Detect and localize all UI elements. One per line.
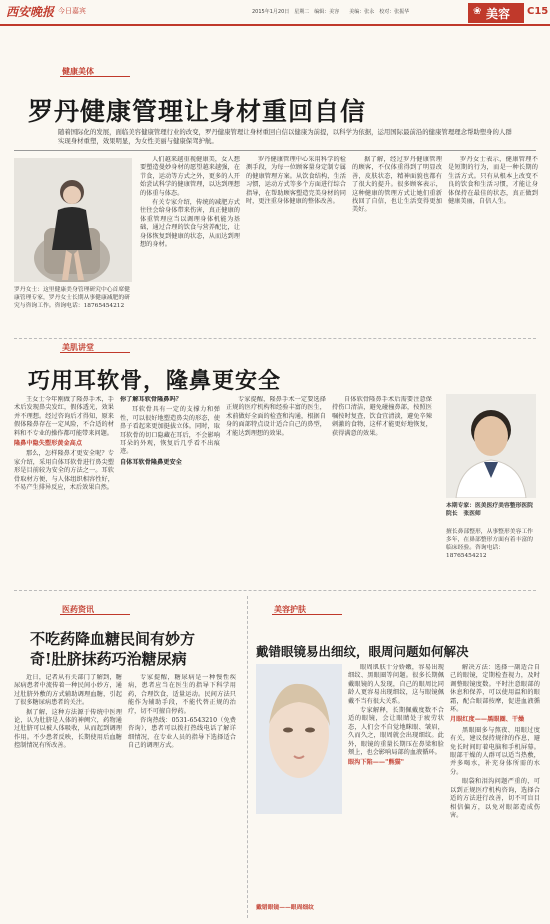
article-column-2	[246, 156, 346, 332]
column-rule	[60, 352, 130, 353]
photo-caption: 本期专家：医美医疗美容整形医院院长 张医师	[446, 503, 533, 517]
article-column-3	[226, 396, 326, 582]
article-title-line-1: 不吃药降血糖民间有妙方	[30, 630, 196, 648]
photo-caption: 戴错眼镜——眼周细纹	[256, 905, 314, 911]
column-label: 医药资讯	[62, 605, 94, 614]
flower-icon: ❀	[473, 6, 482, 17]
paragraph: 据了解，这种方法源于传统中医理论，认为肚脐是人体的神阙穴，药物通过肚脐可以被人体吸收，从而起到调理作用。不少患者反映，长期使用后血糖控制情况有所改善。	[14, 708, 122, 750]
article-column-1	[14, 674, 122, 916]
paragraph: 专家解释，长期佩戴度数不合适的眼镜，会让眼睛处于疲劳状态，人们会不自觉地眯眼、皱眉，久而久之，眼周就会出现细纹。此外，眼镜的重量长期压在鼻梁和脸颊上，也会影响局部的血液循环。	[348, 707, 444, 757]
column-label: 美容护肤	[274, 605, 306, 614]
paragraph: 人们越来越重视健康美，女人想要塑造曼妙身材的愿望越来越强，在节食，运动等方式之外，更多的人开始尝试科学的健康管理，以达到理想的体重与体态。	[140, 156, 240, 197]
photo-caption: 罗丹女士：这里健康美身管理研究中心首席健康管理专家，罗丹女士长期从事健康减肥的研究与咨询工作。咨询电话：18765454212	[14, 287, 130, 309]
subhead: 自体耳软骨隆鼻更安全	[120, 458, 182, 466]
paper-sub: 今日嘉宾	[58, 7, 86, 15]
article-column-1	[14, 396, 114, 582]
paper-name: 西安晚报	[6, 5, 55, 19]
article-rhinoplasty	[0, 338, 550, 588]
paragraph: 罗丹女士表示，健康管理不是短期的行为，而是一种长期的生活方式。只有从根本上改变不良的饮食和生活习惯，才能让身体保持在最佳的状态，真正做到健康美丽，自信人生。	[448, 156, 538, 206]
subhead: 眼沟下陷——"熊猫"	[348, 759, 404, 767]
paragraph: 自体软骨隆鼻手术后需要注意保持伤口清洁，避免碰撞鼻部，按照医嘱按时复查，饮食宜清淡，避免辛辣刺激的食物，这样才能更好地恢复，获得满意的效果。	[332, 396, 432, 437]
article-column-3	[352, 156, 442, 332]
column-rule	[272, 614, 342, 615]
article-column-2	[450, 664, 540, 912]
doctor-portrait-illustration	[446, 394, 536, 498]
article-column-4	[332, 396, 432, 582]
lead-rule	[14, 150, 536, 151]
paragraph: 眼袋和泪沟问题严重的，可以到正规医疗机构咨询，选择合适的方法进行改善，切不可盲目相信偏方，以免对眼部造成伤害。	[450, 778, 540, 819]
paragraph: 专家提醒，隆鼻手术一定要选择正规的医疗机构和经验丰富的医生，术前做好全面的检查和沟通，根据自身的面部特点设计适合自己的鼻型，才能达到理想的效果。	[226, 396, 326, 437]
portrait-photo	[14, 158, 132, 282]
article-title: 巧用耳软骨，隆鼻更安全	[28, 368, 282, 394]
masthead	[0, 0, 550, 26]
paragraph: 解决方法：选择一副适合自己的眼镜，定期检查视力，及时调整眼镜度数。平时注意眼部的休息和保养，可以使用温和的眼霜，配合眼部按摩，促进血液循环。	[450, 664, 540, 714]
paragraph: 近日，记者从有关部门了解到，糖尿病患者中流传着一种民间小妙方，通过肚脐外敷的方式辅助调理血糖，引起了很多糖尿病患者的关注。	[14, 674, 122, 707]
paragraph: 眼周肌肤十分娇嫩，容易出现细纹、黑眼圈等问题。很多长期佩戴眼镜的人发现，自己的眼周比同龄人更容易出现细纹，这与眼镜佩戴不当有很大关系。	[348, 664, 444, 705]
paragraph: 黑眼圈多与熬夜、用眼过度有关，建议保持规律的作息，避免长时间盯着电脑和手机屏幕。眼部干燥的人群可以适当热敷，并多喝水，补充身体所需的水分。	[450, 726, 540, 776]
subhead: 你了解耳软骨隆鼻吗？	[120, 396, 182, 403]
doctor-photo	[446, 394, 536, 498]
article-eyeglasses	[250, 592, 550, 922]
subhead: 月眼红度——黑眼圈、干燥	[450, 716, 525, 724]
article-diabetes	[0, 592, 250, 922]
article-lead: 随着国际化的发展，面临美容健康管理行业的改变，罗丹健康管理让身材重回自信以健康为前提，以科学为依据，运用国际最前沿的健康管理理念帮助塑身的人群实现身材重塑，效果明显，为女性美丽与健康保驾护航。	[58, 128, 512, 145]
paragraph: 耳软骨具有一定的支撑力和弹性，可以很好地塑造鼻尖的形态，使鼻子看起来更加挺拔立体。同时，取耳软骨的切口隐藏在耳后，不会影响耳朵的外观，恢复后几乎看不出痕迹。	[120, 406, 220, 456]
date-line: 2015年1月20日 星期二 编辑：美容 美编：张永 校对：张振华	[252, 9, 410, 15]
woman-in-chair-illustration	[14, 158, 132, 282]
article-column-4	[448, 156, 538, 332]
article-column-1	[348, 664, 444, 912]
article-column-2	[128, 674, 236, 916]
paragraph: 那么，怎样隆鼻才更安全呢？专家介绍，采用自体耳软骨进行鼻尖塑形是目前较为安全的方法之一。耳软骨取材方便，与人体组织相容性好，不易产生排异反应，术后效果自然。	[14, 450, 114, 492]
page-number: C15	[527, 6, 549, 17]
model-photo	[256, 664, 342, 814]
section-badge	[468, 3, 524, 23]
column-label: 健康美体	[62, 67, 94, 76]
paragraph: 专家提醒，糖尿病是一种慢性疾病，患者应当在医生的指导下科学用药，合理饮食，适量运动。民间方法只能作为辅助手段，不能代替正规的治疗，切不可擅自停药。	[128, 674, 236, 715]
article-column-2	[120, 396, 220, 582]
section-name: 美容	[486, 7, 511, 21]
paragraph: 有关专家介绍，传统的减肥方式往往会给身体带来伤害，真正健康的体重管理应当以调理身体机能为基础，通过合理的饮食与营养配比，让身体恢复到健康的状态，从而达到理想的身材。	[140, 199, 240, 249]
vertical-divider	[247, 596, 248, 918]
paragraph: 咨询热线：0531-6543210（免费咨询），患者可以拨打热线电话了解详细情况，在专业人员的指导下选择适合自己的调理方式。	[128, 717, 236, 750]
column-label: 美肌讲堂	[62, 343, 94, 352]
article-health-management	[0, 26, 550, 338]
paragraph: 罗丹健康管理中心采用科学的检测手段，为每一位顾客量身定制专属的健康管理方案。从饮食结构，生活习惯，运动方式等多个方面进行综合指导，在帮助顾客塑造完美身材的同时，更注重身体健康的整体改善。	[246, 156, 346, 206]
section-divider	[14, 590, 536, 591]
photo-caption-detail: 擅长鼻部整形，从事整形美容工作多年，在鼻部整形方面有着丰富的临床经验。咨询电话：18765454212	[446, 529, 533, 559]
article-title: 戴错眼镜易出细纹，眼周问题如何解决	[256, 644, 469, 659]
article-title: 罗丹健康管理让身材重回自信	[28, 97, 367, 126]
subhead: 隆鼻中隐失塑形黄金高点	[14, 440, 83, 448]
column-rule	[60, 76, 130, 77]
article-column-1	[140, 156, 240, 332]
column-rule	[60, 614, 130, 615]
paragraph: 据了解，经过罗丹健康管理的顾客，不仅体重得到了明显改善，皮肤状态，精神面貌也都有了很大的提升。很多顾客表示，这种健康的管理方式让她们重新找回了自信，也让生活变得更加美好。	[352, 156, 442, 214]
woman-face-illustration	[256, 664, 342, 814]
paragraph: 王女士今年刚做了隆鼻手术，手术后发现鼻尖发红，假体透光，效果并不理想。经过咨询后才得知，原来假体隆鼻存在一定风险，不合适的材料和不专业的操作都可能带来问题。	[14, 396, 114, 437]
article-title-line-2: 奇!肚脐抹药巧治糖尿病	[30, 650, 187, 668]
